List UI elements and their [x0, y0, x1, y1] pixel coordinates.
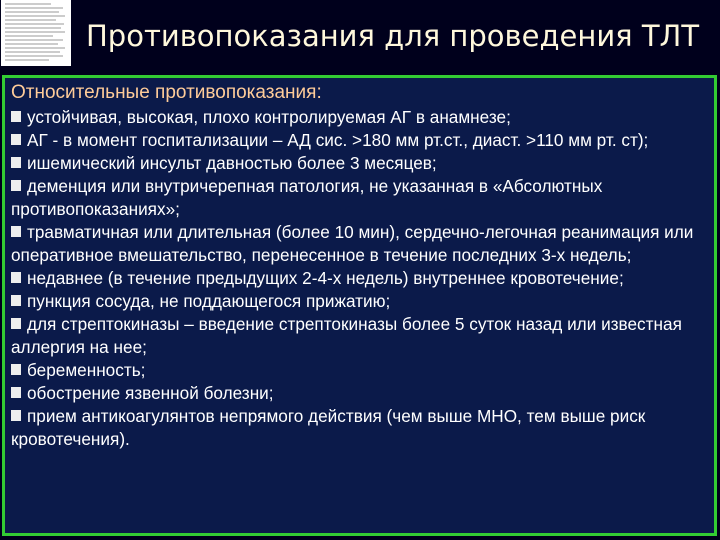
- list-item-text: устойчивая, высокая, плохо контролируемая АГ в анамнезе;: [27, 107, 511, 127]
- list-item: [11, 152, 707, 175]
- square-bullet-icon: [11, 387, 21, 398]
- square-bullet-icon: [11, 295, 21, 306]
- square-bullet-icon: [11, 364, 21, 375]
- square-bullet-icon: [11, 180, 21, 191]
- list-item-text: АГ - в момент госпитализации – АД сис. >180 мм рт.ст., диаст. >110 мм рт. ст);: [27, 130, 649, 150]
- content-panel: [2, 75, 717, 536]
- list-item-text: обострение язвенной болезни;: [27, 383, 274, 403]
- list-item: [11, 382, 707, 405]
- square-bullet-icon: [11, 134, 21, 145]
- square-bullet-icon: [11, 410, 21, 421]
- square-bullet-icon: [11, 226, 21, 237]
- square-bullet-icon: [11, 318, 21, 329]
- square-bullet-icon: [11, 111, 21, 122]
- list-item-text: недавнее (в течение предыдущих 2-4-х недель) внутреннее кровотечение;: [27, 268, 624, 288]
- list-item: [11, 221, 707, 267]
- list-item-text: прием антикоагулянтов непрямого действия (чем выше МНО, тем выше риск кровотечения).: [11, 406, 646, 449]
- list-item-text: ишемический инсульт давностью более 3 месяцев;: [27, 153, 437, 173]
- list-item-text: деменция или внутричерепная патология, не указанная в «Абсолютных противопоказаниях»;: [11, 176, 603, 219]
- square-bullet-icon: [11, 157, 21, 168]
- section-subtitle: Относительные противопоказания:: [11, 82, 322, 103]
- list-item: [11, 267, 707, 290]
- document-thumbnail-icon: [1, 0, 71, 66]
- list-item-text: для стрептокиназы – введение стрептокиназы более 5 суток назад или известная аллергия на нее;: [11, 314, 682, 357]
- list-item: [11, 313, 707, 359]
- list-item: [11, 290, 707, 313]
- list-item: [11, 359, 707, 382]
- square-bullet-icon: [11, 272, 21, 283]
- list-item: [11, 106, 707, 129]
- list-item: [11, 175, 707, 221]
- list-item-text: травматичная или длительная (более 10 мин), сердечно-легочная реанимация или оперативное вмешательство, перенесенное в течение последних 3-х недель;: [11, 222, 694, 265]
- list-item: [11, 129, 707, 152]
- slide-title: Противопоказания для проведения ТЛТ: [86, 19, 700, 53]
- list-item-text: беременность;: [27, 360, 146, 380]
- list-item: [11, 405, 707, 451]
- contraindications-list: [11, 106, 707, 451]
- list-item-text: пункция сосуда, не поддающегося прижатию;: [27, 291, 391, 311]
